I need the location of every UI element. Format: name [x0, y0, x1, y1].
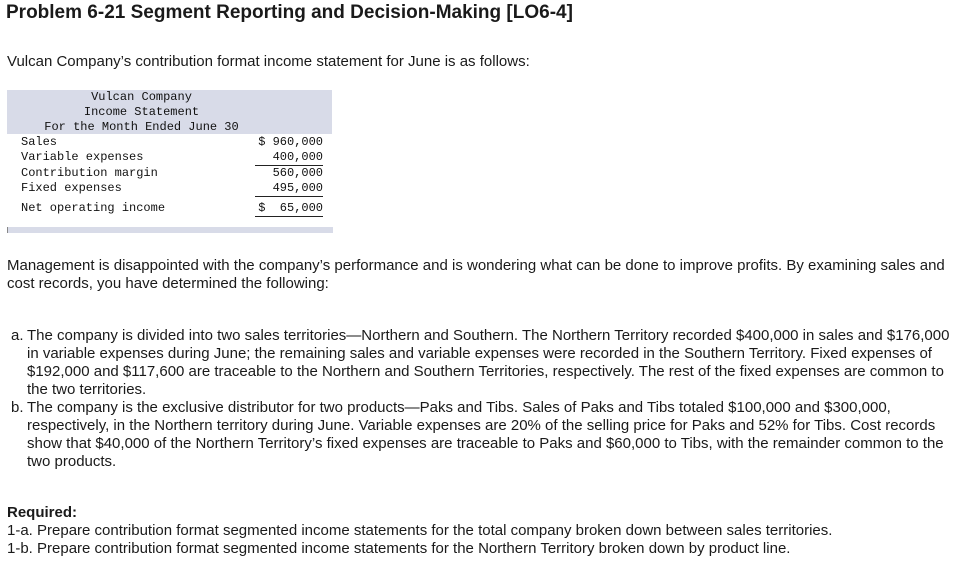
list-item: [11, 399, 951, 471]
page-title: Problem 6-21 Segment Reporting and Decision-Making [LO6-4]: [6, 2, 573, 23]
facts-list: [11, 327, 951, 471]
statement-header: [7, 90, 332, 134]
income-statement-table: [7, 90, 332, 224]
table-row: [7, 135, 332, 150]
row-amount-variable-expenses: 400,000: [255, 150, 323, 166]
row-amount-fixed-expenses: 495,000: [255, 181, 323, 197]
table-row: [7, 150, 332, 165]
list-item-text: The company is the exclusive distributor for two products—Paks and Tibs. Sales of Paks and Tibs totaled $100,000 and $300,000, respectively, in the Northern territory during June. Variable expenses are 20% of the selling price for Paks and 52% for Tibs. Cost records show that $40,000 of the Northern Territory’s fixed expenses are traceable to Paks and $60,000 to Tibs, with the remainder common to the two products.: [27, 399, 944, 470]
row-label-fixed-expenses: Fixed expenses: [21, 181, 122, 195]
statement-name: Income Statement: [83, 105, 200, 119]
row-amount-contribution-margin: 560,000: [272, 166, 323, 180]
table-row: [7, 201, 332, 216]
table-row: [7, 166, 332, 181]
required-item-1a: 1-a. Prepare contribution format segmented income statements for the total company broken down between sales territories.: [7, 522, 833, 539]
required-title: Required:: [7, 504, 78, 521]
required-section: [7, 504, 947, 558]
statement-footer-bar: [7, 227, 333, 233]
table-row: [7, 181, 332, 196]
row-label-sales: Sales: [21, 135, 58, 149]
list-item: [11, 327, 951, 399]
statement-period: For the Month Ended June 30: [44, 120, 239, 134]
statement-body: [7, 134, 332, 224]
row-amount-net-operating-income: $ 65,000: [255, 201, 323, 217]
row-label-variable-expenses: Variable expenses: [21, 150, 144, 164]
row-label-contribution-margin: Contribution margin: [21, 166, 158, 180]
row-amount-sales: $ 960,000: [258, 135, 323, 149]
list-marker: b.: [11, 399, 24, 416]
required-item-1b: 1-b. Prepare contribution format segmented income statements for the Northern Territory broken down by product line.: [7, 540, 791, 557]
row-label-net-operating-income: Net operating income: [21, 201, 166, 215]
company-name: Vulcan Company: [91, 90, 192, 104]
list-marker: a.: [11, 327, 24, 344]
list-item-text: The company is divided into two sales territories—Northern and Southern. The Northern Territory recorded $400,000 in sales and $176,000 in variable expenses during June; the remaining sales and variable expenses were recorded in the Southern Territory. Fixed expenses of $192,000 and $117,600 are traceable to the Northern and Southern Territories, respectively. The rest of the fixed expenses are common to the two territories.: [27, 327, 950, 398]
intro-text: Vulcan Company’s contribution format income statement for June is as follows:: [7, 53, 530, 70]
management-paragraph: Management is disappointed with the company’s performance and is wondering what can be done to improve profits. By examining sales and cost records, you have determined the following:: [7, 257, 945, 292]
